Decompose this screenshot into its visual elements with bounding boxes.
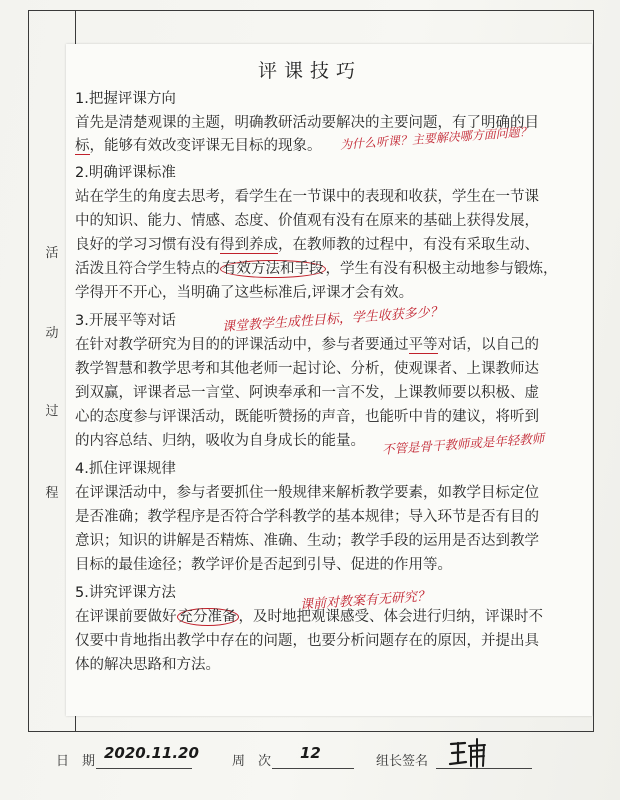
text-line: 体的解决思路和方法。 (75, 657, 220, 673)
section-heading: 2.明确评课标准 (75, 165, 176, 181)
text-line: 学得开不开心，当明确了这些标准后,评课才会有效。 (75, 285, 414, 301)
text-line: 仅要中肯地指出教学中存在的问题，也要分析问题存在的原因，并提出具 (75, 633, 539, 649)
document-title: 评课技巧 (257, 60, 362, 82)
text-line: 是否准确；教学程序是否符合学科教学的基本规律；导入环节是否有目的 (75, 509, 539, 525)
text-line: 良好的学习习惯有没有得到养成，在教师教的过程中，有没有采取生动、 (75, 237, 539, 253)
text-line: 意识；知识的讲解是否精炼、准确、生动；教学手段的运用是否达到教学 (75, 533, 539, 549)
section-heading: 5.讲究评课方法 (75, 585, 176, 601)
handwritten-signature (448, 736, 488, 770)
text-line: 心的态度参与评课活动，既能听赞扬的声音，也能听中肯的建议，将听到 (75, 409, 539, 425)
section-heading: 4.抓住评课规律 (75, 461, 176, 477)
date-value: 2020.11.20 (104, 744, 199, 762)
text-line: 活泼且符合学生特点的 有效方法和手段 ，学生有没有积极主动地参与锻炼， (75, 261, 558, 277)
marked-phrase: 标 (75, 138, 90, 154)
text-line: 首先是清楚观课的主题，明确教研活动要解决的主要问题，有了明确的目 (75, 115, 539, 131)
handwritten-annotation: 为什么听课？主要解决哪方面问题？ (339, 124, 533, 152)
handwritten-annotation: 课堂教学生成性目标，学生收获多少？ (221, 304, 444, 335)
section-heading: 1.把握评课方向 (75, 91, 176, 107)
text-line: 在评课前要做好 充分准备 ，及时地把观课感受、体会进行归纳，评课时不 (75, 609, 543, 625)
text-line: 的内容总结、归纳，吸收为自身成长的能量。 (75, 433, 365, 449)
text-line: 在评课活动中，参与者要抓住一般规律来解析教学要素，如教学目标定位 (75, 485, 539, 501)
text-line: 标，能够有效改变评课无目标的现象。 (75, 138, 322, 154)
text-line: 教学智慧和教学思考和其他老师一起讨论、分析，使观课者、上课教师达 (75, 361, 539, 377)
sign-label: 组长签名 (376, 754, 429, 769)
marked-phrase: 得到养成 (220, 237, 278, 253)
week-label: 周 次 (232, 754, 272, 769)
circled-phrase: 充分准备 (178, 609, 237, 625)
week-underline (272, 768, 354, 769)
marked-phrase: 平等 (408, 337, 438, 353)
text-line: 站在学生的角度去思考，看学生在一节课中的表现和收获，学生在一节课 (75, 189, 539, 205)
side-label-char: 程 (45, 486, 59, 501)
circled-phrase: 有效方法和手段 (222, 261, 324, 277)
section-heading: 3.开展平等对话 (75, 313, 176, 329)
handwritten-annotation: 不管是骨干教师或是年轻教师 (381, 430, 545, 457)
text-line: 到双赢，评课者忌一言堂、阿谀奉承和一言不发，上课教师要以积极、虚 (75, 385, 539, 401)
date-underline (96, 768, 192, 769)
date-label: 日 期 (56, 754, 96, 769)
text-line: 中的知识、能力、情感、态度、价值观有没有在原来的基础上获得发展， (75, 213, 539, 229)
week-value: 12 (300, 744, 321, 762)
handwritten-annotation: 课前对教案有无研究？ (299, 588, 431, 613)
side-label-char: 过 (45, 404, 59, 419)
side-label-char: 活 (45, 246, 59, 261)
text-line: 在针对教学研究为目的的评课活动中，参与者要通过平等对话，以自己的 (75, 337, 539, 353)
side-label-char: 动 (45, 326, 59, 341)
text-line: 目标的最佳途径；教学评价是否起到引导、促进的作用等。 (75, 557, 452, 573)
